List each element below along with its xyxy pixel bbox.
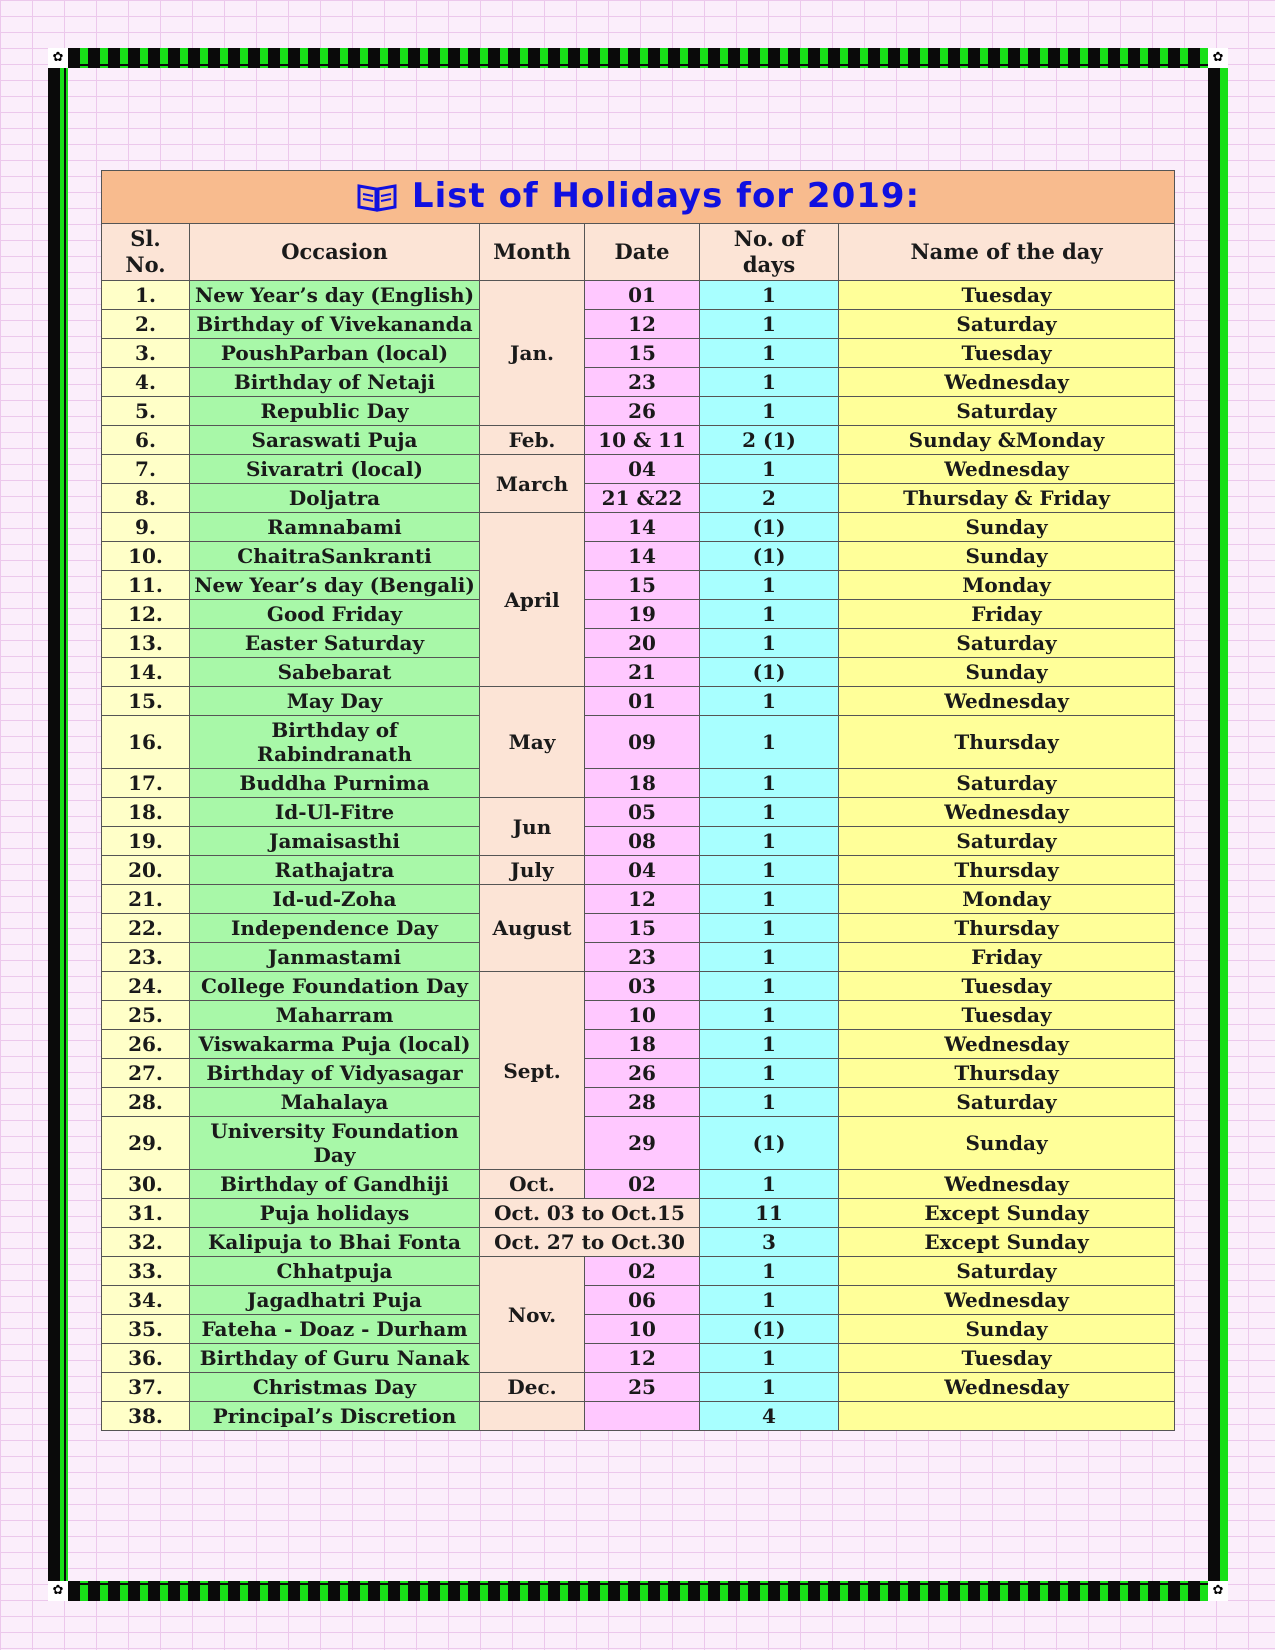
day-name-cell: Wednesday xyxy=(839,1373,1175,1402)
sl-no-cell: 26. xyxy=(102,1030,190,1059)
date-cell: 15 xyxy=(585,571,700,600)
table-row xyxy=(102,542,1175,571)
table-row xyxy=(102,1315,1175,1344)
table-row xyxy=(102,368,1175,397)
month-cell: Dec. xyxy=(480,1373,585,1402)
table-row xyxy=(102,513,1175,542)
no-of-days-cell: 1 xyxy=(700,798,839,827)
header-month: Month xyxy=(480,224,585,281)
month-cell: May xyxy=(480,687,585,798)
occasion-cell: Easter Saturday xyxy=(190,629,480,658)
sl-no-cell: 36. xyxy=(102,1344,190,1373)
no-of-days-cell: 1 xyxy=(700,885,839,914)
occasion-cell: May Day xyxy=(190,687,480,716)
sl-no-cell: 28. xyxy=(102,1088,190,1117)
sl-no-cell: 31. xyxy=(102,1199,190,1228)
date-cell: 29 xyxy=(585,1117,700,1170)
no-of-days-cell: 1 xyxy=(700,1088,839,1117)
date-cell: 02 xyxy=(585,1170,700,1199)
flower-ornament-icon: ✿ xyxy=(48,1581,68,1601)
sl-no-cell: 21. xyxy=(102,885,190,914)
no-of-days-cell: 3 xyxy=(700,1228,839,1257)
day-name-cell: Except Sunday xyxy=(839,1228,1175,1257)
no-of-days-cell: 1 xyxy=(700,1286,839,1315)
day-name-cell: Sunday &Monday xyxy=(839,426,1175,455)
sl-no-cell: 22. xyxy=(102,914,190,943)
date-cell: 21 xyxy=(585,658,700,687)
occasion-cell: Chhatpuja xyxy=(190,1257,480,1286)
occasion-cell: New Year’s day (Bengali) xyxy=(190,571,480,600)
day-name-cell: Friday xyxy=(839,943,1175,972)
date-cell: 18 xyxy=(585,769,700,798)
date-cell: 23 xyxy=(585,943,700,972)
table-row xyxy=(102,339,1175,368)
table-row xyxy=(102,914,1175,943)
day-name-cell: Sunday xyxy=(839,513,1175,542)
date-cell: 12 xyxy=(585,310,700,339)
table-row xyxy=(102,1199,1175,1228)
flower-ornament-icon: ✿ xyxy=(48,48,68,68)
no-of-days-cell: 1 xyxy=(700,397,839,426)
date-cell: 04 xyxy=(585,856,700,885)
sl-no-cell: 35. xyxy=(102,1315,190,1344)
occasion-cell: Sivaratri (local) xyxy=(190,455,480,484)
month-cell: April xyxy=(480,513,585,687)
date-cell: 23 xyxy=(585,368,700,397)
month-cell: Jan. xyxy=(480,281,585,426)
date-cell: 26 xyxy=(585,397,700,426)
month-cell: Jun xyxy=(480,798,585,856)
table-row xyxy=(102,1257,1175,1286)
table-row xyxy=(102,885,1175,914)
day-name-cell: Wednesday xyxy=(839,1170,1175,1199)
date-cell: 10 & 11 xyxy=(585,426,700,455)
no-of-days-cell: 1 xyxy=(700,1170,839,1199)
day-name-cell: Thursday xyxy=(839,856,1175,885)
day-name-cell: Tuesday xyxy=(839,972,1175,1001)
day-name-cell: Sunday xyxy=(839,1315,1175,1344)
date-cell: 28 xyxy=(585,1088,700,1117)
occasion-cell: University Foundation Day xyxy=(190,1117,480,1170)
no-of-days-cell: 4 xyxy=(700,1402,839,1431)
holiday-table xyxy=(101,170,1175,1431)
date-cell xyxy=(585,1402,700,1431)
day-name-cell: Friday xyxy=(839,600,1175,629)
no-of-days-cell: (1) xyxy=(700,1117,839,1170)
day-name-cell: Except Sunday xyxy=(839,1199,1175,1228)
table-row xyxy=(102,1344,1175,1373)
no-of-days-cell: 1 xyxy=(700,914,839,943)
date-cell: 12 xyxy=(585,1344,700,1373)
no-of-days-cell: 1 xyxy=(700,827,839,856)
day-name-cell: Saturday xyxy=(839,310,1175,339)
sl-no-cell: 7. xyxy=(102,455,190,484)
day-name-cell xyxy=(839,1402,1175,1431)
no-of-days-cell: 1 xyxy=(700,1344,839,1373)
no-of-days-cell: 1 xyxy=(700,856,839,885)
sl-no-cell: 38. xyxy=(102,1402,190,1431)
day-name-cell: Monday xyxy=(839,885,1175,914)
no-of-days-cell: 1 xyxy=(700,368,839,397)
date-range-cell: Oct. 27 to Oct.30 xyxy=(480,1228,700,1257)
no-of-days-cell: 1 xyxy=(700,339,839,368)
no-of-days-cell: 1 xyxy=(700,571,839,600)
no-of-days-cell: 1 xyxy=(700,769,839,798)
month-cell: Feb. xyxy=(480,426,585,455)
table-row xyxy=(102,455,1175,484)
table-row xyxy=(102,600,1175,629)
no-of-days-cell: 1 xyxy=(700,455,839,484)
sl-no-cell: 15. xyxy=(102,687,190,716)
sl-no-cell: 10. xyxy=(102,542,190,571)
table-row xyxy=(102,1117,1175,1170)
day-name-cell: Sunday xyxy=(839,658,1175,687)
date-cell: 14 xyxy=(585,513,700,542)
sl-no-cell: 4. xyxy=(102,368,190,397)
day-name-cell: Monday xyxy=(839,571,1175,600)
sl-no-cell: 34. xyxy=(102,1286,190,1315)
table-row xyxy=(102,1402,1175,1431)
day-name-cell: Tuesday xyxy=(839,281,1175,310)
header-day-name: Name of the day xyxy=(839,224,1175,281)
day-name-cell: Sunday xyxy=(839,1117,1175,1170)
header-occasion: Occasion xyxy=(190,224,480,281)
no-of-days-cell: 1 xyxy=(700,972,839,1001)
no-of-days-cell: 1 xyxy=(700,687,839,716)
day-name-cell: Thursday xyxy=(839,914,1175,943)
occasion-cell: Janmastami xyxy=(190,943,480,972)
sl-no-cell: 1. xyxy=(102,281,190,310)
date-cell: 05 xyxy=(585,798,700,827)
sl-no-cell: 5. xyxy=(102,397,190,426)
month-cell: July xyxy=(480,856,585,885)
sl-no-cell: 6. xyxy=(102,426,190,455)
no-of-days-cell: 1 xyxy=(700,600,839,629)
day-name-cell: Wednesday xyxy=(839,687,1175,716)
occasion-cell: Republic Day xyxy=(190,397,480,426)
date-cell: 01 xyxy=(585,687,700,716)
table-row xyxy=(102,1170,1175,1199)
day-name-cell: Tuesday xyxy=(839,1001,1175,1030)
sl-no-cell: 30. xyxy=(102,1170,190,1199)
occasion-cell: Puja holidays xyxy=(190,1199,480,1228)
table-row xyxy=(102,1030,1175,1059)
sl-no-cell: 2. xyxy=(102,310,190,339)
day-name-cell: Tuesday xyxy=(839,1344,1175,1373)
sl-no-cell: 20. xyxy=(102,856,190,885)
occasion-cell: Maharram xyxy=(190,1001,480,1030)
day-name-cell: Wednesday xyxy=(839,1286,1175,1315)
occasion-cell: Doljatra xyxy=(190,484,480,513)
sl-no-cell: 25. xyxy=(102,1001,190,1030)
occasion-cell: Fateha - Doaz - Durham xyxy=(190,1315,480,1344)
date-cell: 10 xyxy=(585,1315,700,1344)
date-cell: 14 xyxy=(585,542,700,571)
sl-no-cell: 37. xyxy=(102,1373,190,1402)
table-row xyxy=(102,856,1175,885)
table-row xyxy=(102,1373,1175,1402)
occasion-cell: PoushParban (local) xyxy=(190,339,480,368)
day-name-cell: Wednesday xyxy=(839,368,1175,397)
month-cell: March xyxy=(480,455,585,513)
no-of-days-cell: (1) xyxy=(700,1315,839,1344)
open-book-icon xyxy=(356,182,398,213)
sl-no-cell: 9. xyxy=(102,513,190,542)
day-name-cell: Thursday xyxy=(839,716,1175,769)
sl-no-cell: 14. xyxy=(102,658,190,687)
day-name-cell: Wednesday xyxy=(839,455,1175,484)
table-row xyxy=(102,1088,1175,1117)
sl-no-cell: 17. xyxy=(102,769,190,798)
day-name-cell: Saturday xyxy=(839,827,1175,856)
table-row xyxy=(102,426,1175,455)
table-row xyxy=(102,943,1175,972)
sl-no-cell: 13. xyxy=(102,629,190,658)
occasion-cell: Independence Day xyxy=(190,914,480,943)
date-cell: 20 xyxy=(585,629,700,658)
sl-no-cell: 27. xyxy=(102,1059,190,1088)
day-name-cell: Saturday xyxy=(839,769,1175,798)
sl-no-cell: 24. xyxy=(102,972,190,1001)
day-name-cell: Saturday xyxy=(839,1257,1175,1286)
no-of-days-cell: (1) xyxy=(700,542,839,571)
sl-no-cell: 32. xyxy=(102,1228,190,1257)
occasion-cell: Kalipuja to Bhai Fonta xyxy=(190,1228,480,1257)
flower-ornament-icon: ✿ xyxy=(1208,1581,1228,1601)
no-of-days-cell: 1 xyxy=(700,629,839,658)
table-row xyxy=(102,1001,1175,1030)
day-name-cell: Saturday xyxy=(839,397,1175,426)
sl-no-cell: 16. xyxy=(102,716,190,769)
day-name-cell: Thursday & Friday xyxy=(839,484,1175,513)
day-name-cell: Wednesday xyxy=(839,798,1175,827)
no-of-days-cell: (1) xyxy=(700,513,839,542)
date-cell: 10 xyxy=(585,1001,700,1030)
day-name-cell: Saturday xyxy=(839,629,1175,658)
sl-no-cell: 8. xyxy=(102,484,190,513)
occasion-cell: Mahalaya xyxy=(190,1088,480,1117)
header-days: No. of days xyxy=(700,224,839,281)
table-row xyxy=(102,972,1175,1001)
no-of-days-cell: 1 xyxy=(700,1030,839,1059)
occasion-cell: Rathajatra xyxy=(190,856,480,885)
header-date: Date xyxy=(585,224,700,281)
sl-no-cell: 12. xyxy=(102,600,190,629)
table-row xyxy=(102,658,1175,687)
occasion-cell: Sabebarat xyxy=(190,658,480,687)
day-name-cell: Saturday xyxy=(839,1088,1175,1117)
sl-no-cell: 11. xyxy=(102,571,190,600)
occasion-cell: Birthday of Vivekananda xyxy=(190,310,480,339)
occasion-cell: Jagadhatri Puja xyxy=(190,1286,480,1315)
table-row xyxy=(102,484,1175,513)
table-row xyxy=(102,769,1175,798)
date-cell: 03 xyxy=(585,972,700,1001)
occasion-cell: Buddha Purnima xyxy=(190,769,480,798)
day-name-cell: Wednesday xyxy=(839,1030,1175,1059)
date-cell: 12 xyxy=(585,885,700,914)
header-sl: Sl. No. xyxy=(102,224,190,281)
table-row xyxy=(102,798,1175,827)
table-row xyxy=(102,1228,1175,1257)
sl-no-cell: 29. xyxy=(102,1117,190,1170)
date-cell: 06 xyxy=(585,1286,700,1315)
date-cell: 26 xyxy=(585,1059,700,1088)
day-name-cell: Tuesday xyxy=(839,339,1175,368)
sl-no-cell: 19. xyxy=(102,827,190,856)
date-cell: 09 xyxy=(585,716,700,769)
no-of-days-cell: 11 xyxy=(700,1199,839,1228)
occasion-cell: New Year’s day (English) xyxy=(190,281,480,310)
occasion-cell: Good Friday xyxy=(190,600,480,629)
occasion-cell: Viswakarma Puja (local) xyxy=(190,1030,480,1059)
table-row xyxy=(102,1059,1175,1088)
date-cell: 19 xyxy=(585,600,700,629)
table-row xyxy=(102,687,1175,716)
header-row xyxy=(102,224,1175,281)
table-row xyxy=(102,310,1175,339)
month-cell: Nov. xyxy=(480,1257,585,1373)
day-name-cell: Thursday xyxy=(839,1059,1175,1088)
table-row xyxy=(102,281,1175,310)
no-of-days-cell: 1 xyxy=(700,281,839,310)
no-of-days-cell: 1 xyxy=(700,1059,839,1088)
occasion-cell: Jamaisasthi xyxy=(190,827,480,856)
date-cell: 01 xyxy=(585,281,700,310)
no-of-days-cell: (1) xyxy=(700,658,839,687)
no-of-days-cell: 1 xyxy=(700,1257,839,1286)
occasion-cell: Birthday of Vidyasagar xyxy=(190,1059,480,1088)
date-range-cell: Oct. 03 to Oct.15 xyxy=(480,1199,700,1228)
date-cell: 18 xyxy=(585,1030,700,1059)
title-text: List of Holidays for 2019: xyxy=(411,175,921,216)
occasion-cell: Birthday of Netaji xyxy=(190,368,480,397)
occasion-cell: College Foundation Day xyxy=(190,972,480,1001)
table-row xyxy=(102,629,1175,658)
no-of-days-cell: 1 xyxy=(700,716,839,769)
no-of-days-cell: 2 (1) xyxy=(700,426,839,455)
occasion-cell: Christmas Day xyxy=(190,1373,480,1402)
occasion-cell: Id-Ul-Fitre xyxy=(190,798,480,827)
date-cell: 08 xyxy=(585,827,700,856)
date-cell: 02 xyxy=(585,1257,700,1286)
table-row xyxy=(102,827,1175,856)
date-cell: 04 xyxy=(585,455,700,484)
page-title xyxy=(102,171,1175,224)
sl-no-cell: 23. xyxy=(102,943,190,972)
table-row xyxy=(102,716,1175,769)
date-cell: 15 xyxy=(585,339,700,368)
date-cell: 25 xyxy=(585,1373,700,1402)
date-cell: 15 xyxy=(585,914,700,943)
table-row xyxy=(102,1286,1175,1315)
occasion-cell: Principal’s Discretion xyxy=(190,1402,480,1431)
occasion-cell: Birthday of Gandhiji xyxy=(190,1170,480,1199)
month-cell xyxy=(480,1402,585,1431)
occasion-cell: Saraswati Puja xyxy=(190,426,480,455)
occasion-cell: Ramnabami xyxy=(190,513,480,542)
table-row xyxy=(102,571,1175,600)
sl-no-cell: 3. xyxy=(102,339,190,368)
month-cell: Sept. xyxy=(480,972,585,1170)
flower-ornament-icon: ✿ xyxy=(1208,48,1228,68)
no-of-days-cell: 2 xyxy=(700,484,839,513)
no-of-days-cell: 1 xyxy=(700,943,839,972)
no-of-days-cell: 1 xyxy=(700,310,839,339)
date-cell: 21 &22 xyxy=(585,484,700,513)
occasion-cell: Birthday of Guru Nanak xyxy=(190,1344,480,1373)
no-of-days-cell: 1 xyxy=(700,1373,839,1402)
occasion-cell: ChaitraSankranti xyxy=(190,542,480,571)
sl-no-cell: 18. xyxy=(102,798,190,827)
sl-no-cell: 33. xyxy=(102,1257,190,1286)
month-cell: August xyxy=(480,885,585,972)
day-name-cell: Sunday xyxy=(839,542,1175,571)
no-of-days-cell: 1 xyxy=(700,1001,839,1030)
table-row xyxy=(102,397,1175,426)
occasion-cell: Birthday of Rabindranath xyxy=(190,716,480,769)
occasion-cell: Id-ud-Zoha xyxy=(190,885,480,914)
month-cell: Oct. xyxy=(480,1170,585,1199)
